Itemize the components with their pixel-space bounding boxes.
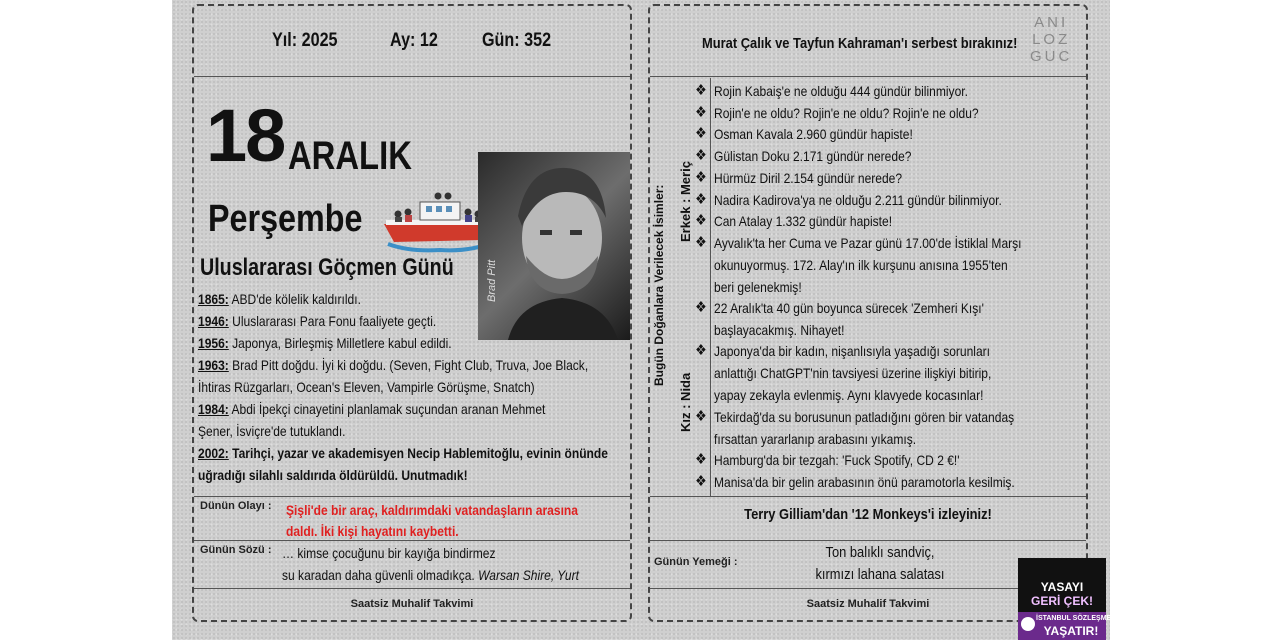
event-text: Japonya, Birleşmiş Milletlere kabul edildi. xyxy=(228,335,452,351)
event-text: Abdi İpekçi cinayetini planlamak suçundan aranan Mehmet xyxy=(228,401,546,417)
badge-strip xyxy=(1018,612,1118,640)
news-line: Hamburg'da bir tezgah: 'Fuck Spotify, CD 2 €!' xyxy=(714,451,960,468)
event-year: 1946: xyxy=(198,313,229,329)
bullet-icon: ❖ xyxy=(695,299,707,316)
divider xyxy=(650,540,1086,541)
event-text: ABD'de kölelik kaldırıldı. xyxy=(228,291,361,307)
calendar-sheet xyxy=(172,0,1118,640)
bullet-icon: ❖ xyxy=(695,342,707,360)
news-item xyxy=(695,102,979,124)
bullet-icon: ❖ xyxy=(695,82,707,99)
event-of-day-text xyxy=(286,500,578,542)
event-row xyxy=(198,443,608,486)
event-year: 1984: xyxy=(198,401,229,417)
news-line: Tekirdağ'da su borusunun patladığını gören bir vatandaş xyxy=(714,408,1015,425)
year-label: Yıl: 2025 xyxy=(272,30,338,51)
event-of-day-label: Dünün Olayı : xyxy=(200,500,272,512)
news-item xyxy=(695,232,1022,298)
day-of-year-label: Gün: 352 xyxy=(482,30,552,51)
news-line: başlayacakmış. Nihayet! xyxy=(714,322,845,338)
event-of-day-line: daldı. İki kişi hayatını kaybetti. xyxy=(286,523,459,539)
release-demand: Murat Çalık ve Tayfun Kahraman'ı serbest bırakınız! xyxy=(702,35,1018,52)
bullet-icon: ❖ xyxy=(695,103,707,121)
news-line: beri gelenekmiş! xyxy=(714,278,802,295)
bullet-icon: ❖ xyxy=(695,212,707,230)
event-year: 2002: xyxy=(198,445,229,461)
news-item xyxy=(695,406,1015,450)
news-item xyxy=(695,471,1015,493)
day-number: 18 xyxy=(206,94,285,177)
event-row xyxy=(198,289,602,311)
event-text-cont: uğradığı silahlı saldırıda öldürüldü. Unutmadık! xyxy=(198,466,468,483)
news-item xyxy=(695,123,913,145)
news-line: Gülistan Doku 2.171 gündür nerede? xyxy=(714,148,912,165)
event-year: 1956: xyxy=(198,335,229,351)
names-column-border xyxy=(710,78,711,496)
event-year: 1963: xyxy=(198,357,229,373)
meal-text xyxy=(770,542,990,586)
news-line: Rojin Kabaiş'e ne olduğu 444 gündür bilinmiyor. xyxy=(714,83,968,99)
bullet-icon: ❖ xyxy=(695,450,707,468)
news-item xyxy=(695,210,893,232)
news-line: Rojin'e ne oldu? Rojin'e ne oldu? Rojin'e ne oldu? xyxy=(714,104,979,121)
event-row xyxy=(198,399,602,442)
logo-line: GUC xyxy=(1030,48,1073,65)
badge-line: YASAYI xyxy=(1040,580,1084,594)
news-line: Nadira Kadirova'ya ne olduğu 2.211 gündür bilinmiyor. xyxy=(714,191,1002,208)
divider xyxy=(650,496,1086,497)
divider xyxy=(650,76,1086,77)
event-text: Tarihçi, yazar ve akademisyen Necip Hablemitoğlu, evinin önünde xyxy=(228,445,608,461)
bullet-icon: ❖ xyxy=(695,407,707,425)
quote-of-day-label: Günün Sözü : xyxy=(200,544,272,556)
event-text-cont: Şener, İsviçre'de tutuklandı. xyxy=(198,422,346,439)
news-line: Can Atalay 1.332 gündür hapiste! xyxy=(714,213,893,230)
bullet-icon: ❖ xyxy=(695,190,707,208)
month-name: ARALIK xyxy=(288,134,412,178)
news-item xyxy=(695,167,903,189)
portrait-signature: Brad Pitt xyxy=(486,259,498,302)
female-symbol-icon xyxy=(1021,617,1035,631)
movie-recommendation-text: Terry Gilliam'dan '12 Monkeys'i izleyiniz! xyxy=(744,506,992,523)
movie-recommendation xyxy=(650,506,1086,523)
news-line: Ayvalık'ta her Cuma ve Pazar günü 17.00'de İstiklal Marşı xyxy=(714,234,1022,251)
news-item xyxy=(695,340,992,406)
bullet-icon: ❖ xyxy=(695,168,707,186)
quote-author: Warsan Shire, Yurt xyxy=(478,567,579,583)
event-of-day-line: Şişli'de bir araç, kaldırımdaki vatandaşların arasına xyxy=(286,502,578,518)
bullet-icon: ❖ xyxy=(695,233,707,251)
footer-label: Saatsiz Muhalif Takvimi xyxy=(806,598,930,610)
event-text: Brad Pitt doğdu. İyi ki doğdu. (Seven, Fight Club, Truva, Joe Black, xyxy=(228,357,589,373)
event-row xyxy=(198,333,602,355)
bullet-icon: ❖ xyxy=(695,147,707,165)
bullet-icon: ❖ xyxy=(695,472,707,490)
names-title: Bugün Doğanlara Verilecek İsimler: xyxy=(652,184,666,386)
event-text-cont: İhtiras Rüzgarları, Ocean's Eleven, Vampirle Görüşme, Snatch) xyxy=(198,378,535,395)
news-line: okunuyormuş. 172. Alay'ın ilk kurşunu anısına 1955'ten xyxy=(714,256,1008,273)
quote-line: … kimse çocuğunu bir kayığa bindirmez xyxy=(282,545,496,561)
female-name: Kız : Nida xyxy=(678,372,693,432)
event-year: 1865: xyxy=(198,291,229,307)
divider xyxy=(194,540,630,541)
event-row xyxy=(198,355,602,398)
meal-line: Ton balıklı sandviç, xyxy=(825,544,935,561)
news-item xyxy=(695,145,912,167)
news-item xyxy=(695,80,968,102)
meal-label: Günün Yemeği : xyxy=(654,556,738,568)
news-line: Osman Kavala 2.960 gündür hapiste! xyxy=(714,126,913,143)
bullet-icon: ❖ xyxy=(695,125,707,143)
news-item xyxy=(695,189,1002,211)
quote-of-day-text xyxy=(282,542,579,586)
news-line: fırsattan yararlanıp arabasını yıkamış. xyxy=(714,430,917,447)
month-label: Ay: 12 xyxy=(390,30,438,51)
logo-mark xyxy=(1030,14,1072,65)
logo-line: ANI xyxy=(1034,14,1069,31)
weekday-name: Perşembe xyxy=(208,198,363,240)
event-row xyxy=(198,311,602,333)
news-line: 22 Aralık'ta 40 gün boyunca sürecek 'Zemheri Kışı' xyxy=(714,300,984,316)
news-line: Japonya'da bir kadın, nişanlısıyla yaşadığı sorunları xyxy=(714,343,991,360)
quote-line: su karadan daha güvenli olmadıkça. xyxy=(282,567,475,583)
news-item xyxy=(695,297,984,341)
event-text: Uluslararası Para Fonu faaliyete geçti. xyxy=(228,313,437,329)
news-line: yapay zekayla evlenmiş. Aynı klavyede kocasınlar! xyxy=(714,387,984,404)
badge-line: GERİ ÇEK! xyxy=(1030,594,1093,608)
badge-line: İSTANBUL SÖZLEŞMESİ xyxy=(1036,615,1118,622)
left-page xyxy=(192,4,632,622)
footer-label: Saatsiz Muhalif Takvimi xyxy=(350,598,474,610)
logo-line: LOZ xyxy=(1032,31,1071,48)
divider xyxy=(194,496,630,497)
right-page xyxy=(648,4,1088,622)
divider xyxy=(194,588,630,589)
divider xyxy=(194,76,630,77)
badge-line: YAŞATIR! xyxy=(1043,624,1099,638)
news-item xyxy=(695,449,960,471)
news-line: anlattığı ChatGPT'nin tavsiyesi üzerine ilişkiyi bitirip, xyxy=(714,365,992,382)
news-line: Hürmüz Diril 2.154 gündür nerede? xyxy=(714,169,903,186)
campaign-badge xyxy=(1018,558,1118,640)
male-name: Erkek : Meriç xyxy=(678,161,693,242)
meal-line: kırmızı lahana salatası xyxy=(815,566,945,583)
news-line: Manisa'da bir gelin arabasının önü paramotorla kesilmiş. xyxy=(714,473,1015,490)
observance-title: Uluslararası Göçmen Günü xyxy=(200,254,454,281)
